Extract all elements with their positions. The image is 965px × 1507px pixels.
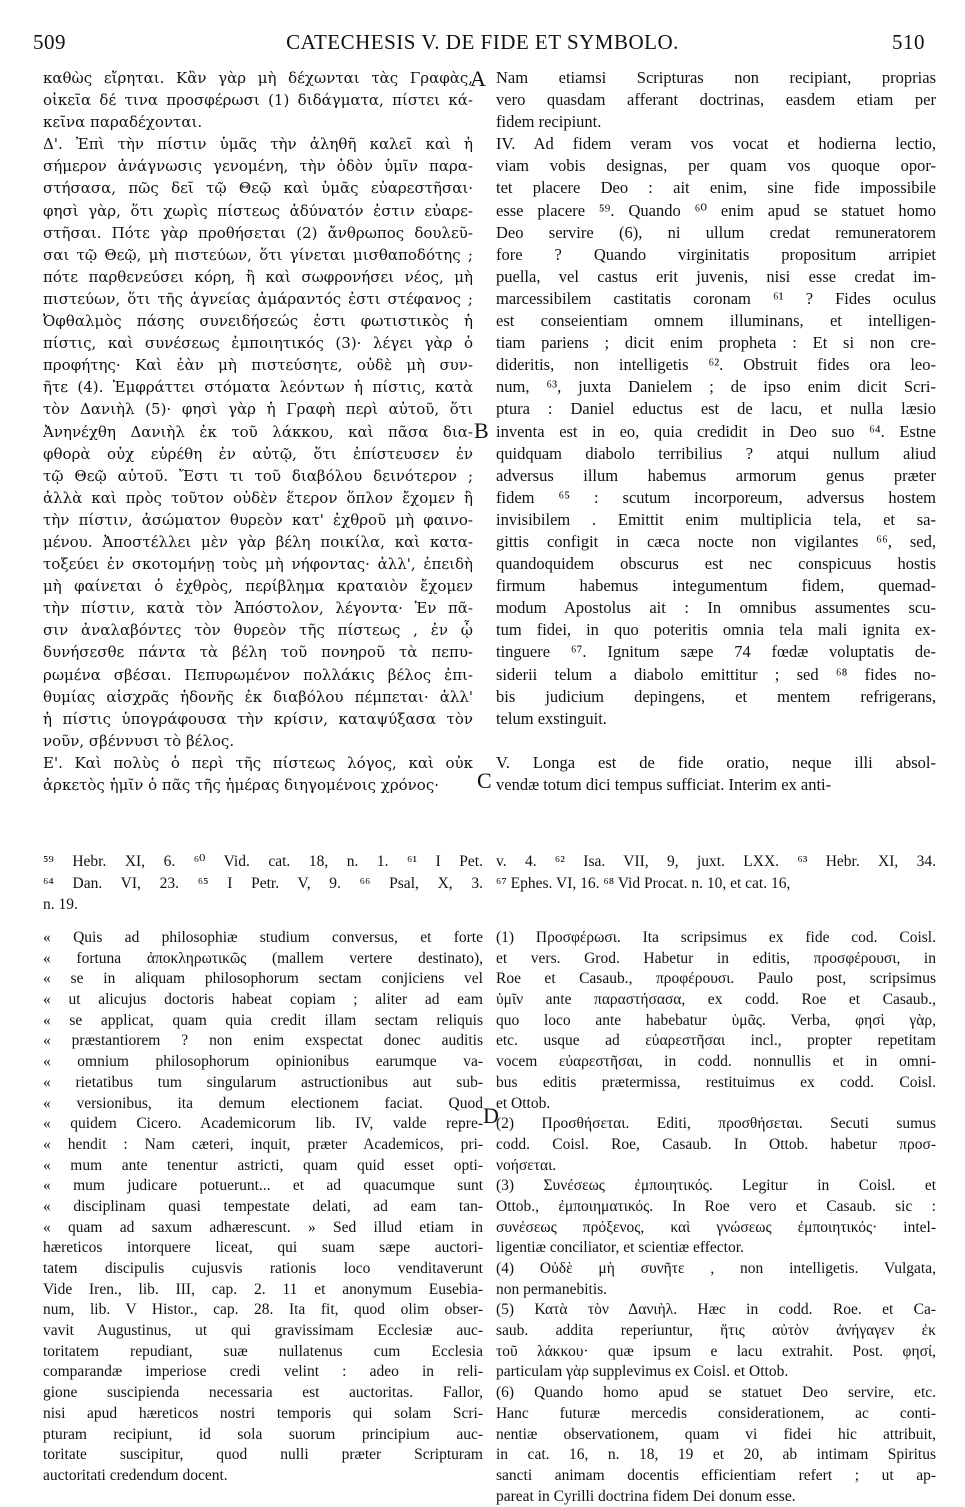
notes-right-line: in cat. 16, n. 18, 19 et 20, ab intimam Spiritus (496, 1446, 936, 1464)
scripture-refs-left (43, 851, 483, 916)
latin-col-line: tet placere Deo : ait enim, sine fide impossibile (496, 178, 936, 198)
notes-right-line: (2) Προσθήσεται. Editi, προσθήσεται. Secuti sumus (496, 1115, 936, 1133)
latin-col-line: vendæ totum dici tempus sufficiat. Interim ex anti- (496, 775, 832, 794)
latin-col-line: tiam pariens ; dicit enim propheta : Et si non cre- (496, 333, 936, 353)
notes-left-line: « fortuna ἀποκληρωτικῶς (mallem vertere destinato), (43, 949, 483, 967)
latin-col-line: gittis configit in cæca nocte non vigilantes ⁶⁶, sed, (496, 531, 936, 551)
latin-col-line: num, ⁶³, juxta Danielem ; de ipso enim dicit Scri- (496, 377, 936, 397)
notes-right-line: vocem εὐαρεστῆσαι, in codd. nonnullis et in omni- (496, 1053, 936, 1071)
latin-col-line: Deo servire (6), ni ullum credat remuneratorem (496, 222, 936, 242)
latin-col-line: Nam etiamsi Scripturas non recipiant, proprias (496, 68, 936, 87)
notes-left-line: « Quis ad philosophiæ studium conversus, et forte (43, 929, 483, 946)
greek-col-line: πότε παρθενεύσει κόρη, ἢ καὶ σωφρονήσει νέος, μὴ (43, 267, 473, 286)
notes-left-line: « præstantiorem ? non enim exspectat donec auditis (43, 1032, 483, 1050)
page-number-left: 509 (33, 30, 66, 54)
notes-left-line: « quam ad saxum adhærescunt. » Sed illud etiam in (43, 1218, 483, 1236)
refs-left-line: ⁵⁹ Hebr. XI, 6. ⁶⁰ Vid. cat. 18, n. 1. ⁶¹ I Pet. (43, 853, 483, 870)
notes-right-line: (1) Προσφέρωσι. Ita scripsimus ex fide cod. Coisl. (496, 929, 936, 946)
latin-col-line: vero quasdam afferant doctrinas, easdem etiam per (496, 90, 936, 110)
greek-col-line: τὸν Δανιὴλ (5)· φησὶ γὰρ ἡ Γραφὴ περὶ αὐτοῦ, ὅτι (43, 400, 473, 419)
greek-col-line: καθὼς εἴρηται. Κἂν γὰρ μὴ δέχωνται τὰς Γραφὰς, (43, 69, 473, 87)
notes-left-line: nisi apud hæreticos nostri temporis qui solam Scri- (43, 1404, 483, 1422)
greek-col-line: στήσασα, πῶς δεῖ τῷ Θεῷ καὶ ὑμᾶς εὐαρεστῆσαι· (43, 179, 473, 198)
greek-col-line: κεῖνα παραδέχονται. (43, 113, 203, 132)
notes-left-line: « se applicat, quam quia credit illam sectam reliquis (43, 1011, 483, 1029)
latin-col-line: tum fidei, in quo poteritis omnia tela mali ignita ex- (496, 620, 936, 640)
latin-col-line: quandoquidem obscurus est nec conspicuus hostis (496, 554, 936, 574)
notes-right-line: codd. Coisl. Roe, Casaub. In Ottob. habetur προσ- (496, 1135, 936, 1153)
latin-col-line: viam vobis designas, per quam vos quoque opor- (496, 156, 936, 176)
notes-right-line: bus editis prætermissa, restituimus ex codd. Coisl. (496, 1073, 936, 1091)
greek-col-line: φθορὰ οὐχ εὑρέθη ἐν αὐτῷ, ὅτι ἐπίστευσεν ἐν (43, 444, 473, 463)
greek-col-line: μένου. Ἀποστέλλει μὲν γὰρ βέλη ποικίλα, καὶ κατα- (43, 532, 473, 551)
latin-col-line: marcessibilem castitatis coronam ⁶¹ ? Fides oculus (496, 288, 936, 308)
notes-right-line: Roe et Casaub., προφέρουσι. Paulo post, scripsimus (496, 970, 936, 988)
notes-right-line: et vers. Grod. Habetur in editis, προσφέρουσι, in (496, 949, 936, 967)
greek-col-line: τῷ Θεῷ αὐτοῦ. Ἔστι τι τοῦ διαβόλου δεινότερον ; (43, 466, 473, 485)
greek-col-line: ἡ πίστις ὑπογράφουσα τὴν κρίσιν, καταψύξασα τὸν (43, 709, 473, 728)
greek-col-line: ἀρκετὸς ἡμῖν ὁ πᾶς τῆς ἡμέρας διηγομένοις χρόνος· (43, 776, 439, 794)
notes-right-line: τοῦ λάκκου· quæ ipsum e lacu extrahit. Post. φησί, (496, 1342, 936, 1360)
notes-right-line: (4) Οὐδὲ μὴ συνῆτε , non intelligetis. Vulgata, (496, 1260, 936, 1277)
notes-right-line: particulam γὰρ supplevimus ex Coisl. et Ottob. (496, 1363, 789, 1381)
greek-col-line: στῆσαι. Πότε γὰρ προθήσεται (2) ἄνθρωπος δουλεῦ- (43, 223, 473, 242)
greek-col-line: σιν ἀναλαβόντες τὸν θυρεὸν τῆς πίστεως , ἐν ᾧ (43, 621, 473, 640)
latin-col-line: fidem ⁶⁵ : scutum incorporeum, adversus hostem (496, 487, 936, 507)
page-number-right: 510 (892, 30, 925, 54)
notes-right-line: ligentiæ conciliator, et scientiæ effector. (496, 1239, 744, 1257)
greek-col-line: Ὀφθαλμὸς πάσης συνειδήσεώς ἐστι φωτιστικὸς ἡ (43, 312, 473, 331)
greek-col-line: πιστεύων, ὅτι τῆς ἁγνείας ἀμάραντός ἐστι στέφανος ; (43, 289, 473, 308)
margin-letter-b: B (474, 418, 489, 443)
notes-left-line: num, lib. V Histor., cap. 28. Ita fit, quod olim obser- (43, 1301, 483, 1319)
notes-left-line: Vide Iren., lib. III, cap. 2. 11 et anonymum Eusebia- (43, 1280, 483, 1298)
notes-left-line: hæreticos intorquere liceat, qui suam sæpe auctori- (43, 1239, 483, 1257)
running-header (0, 30, 965, 58)
notes-left-line: toritatem repudiant, suæ nullatenus cum Ecclesia (43, 1342, 483, 1360)
notes-left-line: « rietatibus tum singularum astructionibus aut sub- (43, 1073, 483, 1091)
latin-col-line: tinguere ⁶⁷. Ignitum sæpe 74 fœdæ voluptatis de- (496, 642, 936, 662)
notes-left-line: « versionibus, ita demum electionem faciat. Quod (43, 1094, 483, 1112)
notes-left-column (43, 928, 483, 1487)
latin-col-line: ptura : Daniel eductus est de lacu, et nulla læsio (496, 399, 936, 419)
margin-letter-a: A (470, 66, 486, 91)
notes-left-line: « mum ante tenentur astricti, quam quid esset opti- (43, 1156, 483, 1174)
greek-col-line: μὴ φαίνεται ὁ ἐχθρὸς, περίβλημα κραταιὸν ἔχομεν (43, 577, 473, 596)
greek-col-line: φησὶ γὰρ, ὅτι χωρὶς πίστεως ἀδύνατόν ἐστιν εὐαρε- (43, 201, 473, 220)
notes-right-column (496, 928, 936, 1507)
greek-col-line: τὴν πίστιν, κατὰ τὸν Ἀπόστολον, λέγοντα· Ἐν πᾶ- (43, 599, 473, 618)
greek-col-line: πίστις, καὶ συνέσεως ἐμποιητικός (3)· λέγει γὰρ ὁ (43, 334, 473, 353)
notes-right-line: (5) Κατὰ τὸν Δανιὴλ. Hæc in codd. Roe. et Ca- (496, 1301, 936, 1319)
greek-col-line: τοξεύει ἐν σκοτομήνῃ τοὺς μὴ νήφοντας· ἀλλ', ἐπειδὴ (43, 555, 473, 574)
latin-col-line: bis judicium depingens, et mentem refrigerans, (496, 686, 936, 706)
latin-col-line: invisibilem . Emittit enim multiplicia tela, et sa- (496, 509, 936, 529)
latin-col-line: fore ? Quando virginitatis propositum arripiet (496, 244, 936, 264)
latin-col-line (496, 730, 936, 752)
notes-right-line: quo loco ante habebatur ὑμᾶς. Verba, φησὶ γὰρ, (496, 1011, 936, 1029)
latin-col-line: V. Longa est de fide oratio, neque illi absol- (496, 752, 936, 772)
refs-right-line: ⁶⁷ Ephes. VI, 16. ⁶⁸ Vid Procat. n. 10, et cat. 16, (496, 874, 791, 892)
notes-left-line: « se in aliquam philosophorum sectam conjiciens vel (43, 970, 483, 988)
notes-left-line: comparandæ imperiose credi velint : adeo in reli- (43, 1363, 483, 1381)
latin-col-line: puella, vel castus erit juvenis, nisi esse credat im- (496, 266, 936, 286)
notes-left-line: toritate suscipitur, quod nulli præter Scripturam (43, 1446, 483, 1464)
notes-left-line: gione suscipienda necessaria est auctoritas. Fallor, (43, 1384, 483, 1402)
greek-col-line: θυμίας αἰσχρᾶς ἡδονῆς ἐκ διαβόλου πέμπεται· ἀλλ' (43, 687, 473, 706)
notes-left-line: pturam recipiunt, id sola suorum principium auc- (43, 1425, 483, 1443)
notes-left-line: auctoritati credendum docent. (43, 1466, 228, 1484)
greek-text-column (43, 67, 473, 796)
notes-right-line: non permanebitis. (496, 1280, 608, 1298)
notes-right-line: Ottob., ἐμποιηματικός. In Roe vero et Casaub. sic : (496, 1197, 936, 1215)
greek-col-line: Δ'. Ἐπὶ τὴν πίστιν ὑμᾶς τὴν ἀληθῆ καλεῖ καὶ ἡ (43, 135, 473, 154)
notes-right-line: νοήσεται. (496, 1156, 557, 1174)
latin-col-line: est conseientiam omnem illuminans, et intelligen- (496, 311, 936, 331)
latin-col-line: telum exstinguit. (496, 708, 607, 728)
notes-left-line: vavit Augustinus, ut qui gravissimam Ecclesiæ auc- (43, 1322, 483, 1340)
notes-left-line: « hendit : Nam cæteri, inquit, præter Academicos, pri- (43, 1135, 483, 1153)
greek-col-line: τὴν πίστιν, ἀσώματον θυρεὸν κατ' ἐχθροῦ μὴ φαινο- (43, 510, 473, 529)
greek-col-line: σαι τῷ Θεῷ, μὴ πιστεύων, ὅτι γίνεται μισθαποδότης ; (43, 245, 473, 264)
latin-col-line: IV. Ad fidem veram vos vocat et hodierna lectio, (496, 134, 936, 154)
refs-right-line: v. 4. ⁶² Isa. VII, 9, juxt. LXX. ⁶³ Hebr. XI, 34. (496, 853, 936, 870)
notes-right-line: sancti animam docentis efficientiam refert ; ut ap- (496, 1466, 936, 1484)
latin-col-line: dideritis, non intelligetis ⁶². Obstruit fides ora leo- (496, 355, 936, 375)
margin-letter-d: D (483, 1103, 499, 1128)
latin-col-line: inventa est in eo, quia credidit in Deo suo ⁶⁴. Estne (496, 421, 936, 441)
notes-right-line: ὑμῖν ante παραστήσασα, ex codd. Roe et Casaub., (496, 991, 936, 1009)
notes-right-line: pareat in Cyrilli doctrina fidem Dei donum esse. (496, 1487, 796, 1505)
margin-letter-c: C (477, 768, 492, 793)
notes-right-line: συνέσεως πρόξενος, καὶ γνώσεως ἐμποιητικός· intel- (496, 1218, 936, 1236)
notes-right-line: Hanc futuræ mercedis considerationem, ac conti- (496, 1404, 936, 1422)
notes-right-line: (6) Quando homo apud se statuet Deo servire, etc. (496, 1384, 936, 1402)
refs-left-line: n. 19. (43, 896, 78, 913)
latin-col-line: siderii telum a diabolo emittitur ; sed ⁶⁸ fides no- (496, 664, 936, 684)
notes-right-line: nentiæ observationem, quam vi fidei hic attribuit, (496, 1425, 936, 1443)
notes-left-line: tatem discipulis cujusvis rationis loco venditaverunt (43, 1260, 483, 1277)
latin-col-line: modum Apostolus ait : In omnibus assumentes scu- (496, 598, 936, 618)
greek-col-line: ἀλλὰ καὶ πρὸς τοῦτον οὐδὲν ἕτερον ὅπλον ἔχομεν ἢ (43, 488, 473, 507)
latin-col-line: adversus illum habemus armorum genus præter (496, 465, 936, 485)
latin-text-column (496, 67, 936, 796)
notes-left-line: « omnium philosophorum opinionibus earumque va- (43, 1053, 483, 1071)
notes-left-line: « disciplinam quasi tempestate delati, ad eam tan- (43, 1197, 483, 1215)
greek-col-line: δυνήσεσθε πάντα τὰ βέλη τοῦ πονηροῦ τὰ πεπυ- (43, 643, 473, 662)
greek-col-line: νοῦν, σβέννυσι τὸ βέλος. (43, 731, 235, 750)
latin-col-line: quidquam diabolo terribilius ? atqui nullum aliud (496, 443, 936, 463)
greek-col-line: σήμερον ἀνάγνωσις γενομένη, τὴν ὁδὸν ὑμῖν παρα- (43, 157, 473, 176)
greek-col-line: ρωμένα σβέσαι. Πεπυρωμένον πολλάκις βέλος ἐπι- (43, 665, 473, 684)
latin-col-line: esse placere ⁵⁹. Quando ⁶⁰ enim apud se statuet homo (496, 200, 936, 220)
notes-left-line: « ut alicujus doctoris habeat copiam ; aliter ad eam (43, 991, 483, 1009)
notes-left-line: « mum judicare potuerunt... et ad quacumque sunt (43, 1177, 483, 1195)
notes-right-line: et Ottob. (496, 1094, 551, 1112)
greek-col-line: προφήτης· Καὶ ἐὰν μὴ πιστεύσητε, οὐδὲ μὴ συν- (43, 356, 473, 375)
scripture-refs-right (496, 851, 936, 894)
notes-right-line: (3) Συνέσεως ἐμποιητικός. Legitur in Coisl. et (496, 1177, 936, 1195)
notes-left-line: « quidem Cicero. Academicorum lib. IV, valde repre- (43, 1115, 483, 1133)
notes-right-line: saub. addita reperiuntur, ἥτις αὐτὸν ἀνήγαγεν ἐκ (496, 1322, 936, 1340)
running-title: CATECHESIS V. DE FIDE ET SYMBOLO. (286, 30, 679, 54)
greek-col-line: Ε'. Καὶ πολὺς ὁ περὶ τῆς πίστεως λόγος, καὶ οὐκ (43, 753, 473, 772)
refs-left-line: ⁶⁴ Dan. VI, 23. ⁶⁵ I Petr. V, 9. ⁶⁶ Psal, X, 3. (43, 874, 483, 892)
notes-right-line: etc. usque ad εὐαρεστῆσαι incl., propter repetitam (496, 1032, 936, 1050)
greek-col-line: Ἀνηνέχθη Δανιὴλ ἐκ τοῦ λάκκου, καὶ πᾶσα δια- (43, 422, 473, 441)
latin-col-line: fidem recipiunt. (496, 112, 602, 132)
greek-col-line: οἰκεῖα δέ τινα προσφέρωσι (1) διδάγματα, πίστει κά- (43, 91, 473, 110)
latin-col-line: firmum habemus integumentum fidem, quemad- (496, 576, 936, 596)
greek-col-line: ῆτε (4). Ἐμφράττει στόματα λεόντων ἡ πίστις, κατὰ (43, 378, 473, 397)
